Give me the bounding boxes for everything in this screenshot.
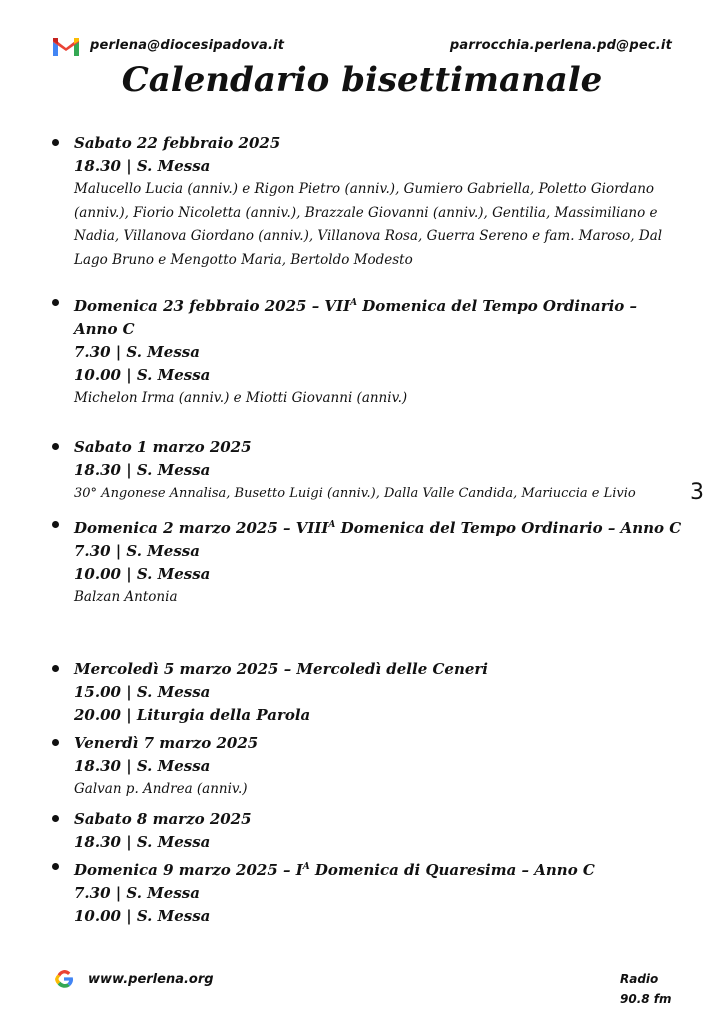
event-item [52, 732, 682, 802]
mass-time: 18.30 | S. Messa [74, 157, 211, 175]
event-title: Sabato 1 marzo 2025 [74, 438, 252, 456]
website-link[interactable]: www.perlena.org [88, 972, 214, 987]
mass-time: 18.30 | S. Messa [74, 461, 211, 479]
mass-time: 7.30 | S. Messa [74, 343, 200, 361]
intentions-note: Michelon Irma (anniv.) e Miotti Giovanni (anniv.) [74, 390, 408, 406]
event-title: Domenica 9 marzo $2025 - I^A$ Domenica di Quaresima – Anno C [74, 861, 595, 879]
bullet-icon [52, 815, 59, 822]
pec-email-link[interactable]: parrocchia.perlena.pd@pec.it [449, 38, 672, 53]
event-item [52, 856, 682, 928]
mass-time: 18.30 | S. Messa [74, 833, 211, 851]
event-title: Mercoledì 5 marzo 2025 – Mercoledì delle Ceneri [74, 660, 488, 678]
page-title: Calendario bisettimanale [121, 60, 603, 100]
google-icon [53, 968, 75, 990]
mass-time: 18.30 | S. Messa [74, 757, 211, 775]
mass-time: 7.30 | S. Messa [74, 542, 200, 560]
radio-frequency: 90.8 fm [620, 992, 672, 1006]
event-item [52, 292, 682, 411]
mass-time: 10.00 | S. Messa [74, 565, 211, 583]
event-item [52, 658, 682, 727]
mass-time: 10.00 | S. Messa [74, 907, 211, 925]
intentions-note: Balzan Antonia [74, 589, 178, 605]
mass-time: 7.30 | S. Messa [74, 884, 200, 902]
event-item [52, 808, 682, 854]
event-item [52, 132, 682, 272]
bullet-icon [52, 739, 59, 746]
event-title: Venerdì 7 marzo 2025 [74, 734, 259, 752]
mass-time: 10.00 | S. Messa [74, 366, 211, 384]
bullet-icon [52, 443, 59, 450]
email-link[interactable]: perlena@diocesipadova.it [90, 38, 285, 53]
event-item [52, 514, 682, 610]
gmail-icon [53, 36, 79, 56]
event-title: Domenica 2 marzo $2025 - VIII^A$ Domenica del Tempo Ordinario – Anno C [74, 519, 682, 537]
radio-label: Radio [620, 972, 659, 986]
liturgy-time: 20.00 | Liturgia della Parola [74, 706, 311, 724]
intentions-note: Galvan p. Andrea (anniv.) [74, 781, 248, 797]
mass-time: 15.00 | S. Messa [74, 683, 211, 701]
intentions-note: Malucello Lucia (anniv.) e Rigon Pietro (anniv.), Gumiero Gabriella, Poletto Giordano (anniv.), Fiorio Nicoletta (anniv.), Brazzale Giovanni (anniv.), Gentilia, Massimiliano e Nadia, Villanova Giordano (anniv.), Villanova Rosa, Guerra Sereno e fam. Maroso, Dal Lago Bruno e Mengotto Maria, Bertoldo Modesto [74, 181, 663, 268]
event-title: Sabato 8 marzo 2025 [74, 810, 252, 828]
event-title: Sabato 22 febbraio 2025 [74, 134, 281, 152]
page-number: 3 [690, 480, 704, 505]
bullet-icon [52, 139, 59, 146]
event-title: Domenica 23 febbraio $2025 - VII^A$ Domenica del Tempo Ordinario – Anno C [74, 297, 638, 338]
intentions-note: 30° Angonese Annalisa, Busetto Luigi (anniv.), Dalla Valle Candida, Mariuccia e Livio [74, 486, 636, 501]
bullet-icon [52, 863, 59, 870]
event-item [52, 436, 682, 506]
bullet-icon [52, 665, 59, 672]
bullet-icon [52, 299, 59, 306]
bullet-icon [52, 521, 59, 528]
